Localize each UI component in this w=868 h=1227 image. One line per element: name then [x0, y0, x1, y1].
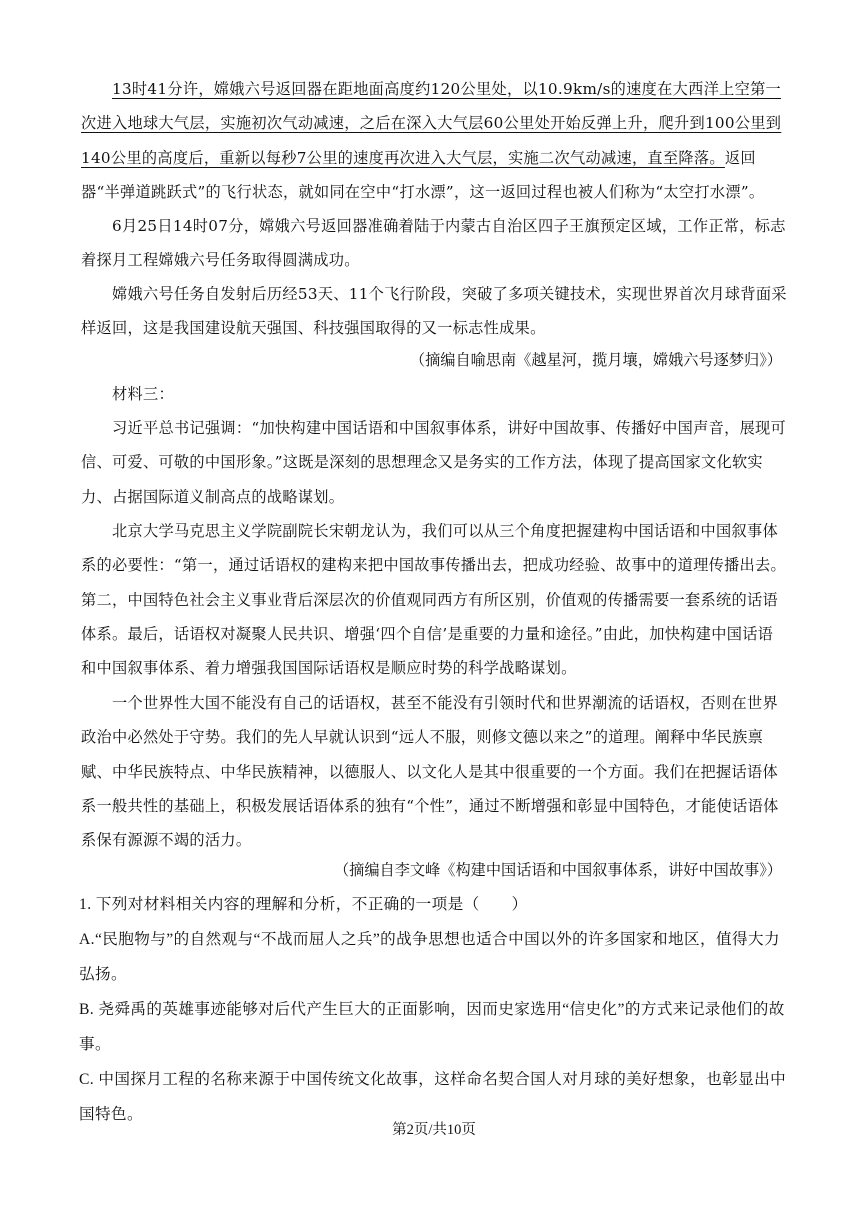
question-1-stem: 1. 下列对材料相关内容的理解和分析，不正确的一项是（ ）: [79, 896, 528, 913]
question-1-option-c: C. 中国探月工程的名称来源于中国传统文化故事，这样命名契合国人对月球的美好想象，也彰显出中国特色。: [79, 1071, 787, 1124]
material2-paragraph-2: 6月25日14时07分，嫦娥六号返回器准确着陆于内蒙古自治区四子王旗预定区域，工作正常，标志着探月工程嫦娥六号任务取得圆满成功。: [81, 217, 786, 270]
material3-paragraph-3: 一个世界性大国不能没有自己的话语权，甚至不能没有引领时代和世界潮流的话语权，否则在世界政治中必然处于守势。我们的先人早就认识到“远人不服，则修文德以来之”的道理。阐释中华民族禀赋、中华民族特点、中华民族精神，以德服人、以文化人是其中很重要的一个方面。我们在把握话语体系一般共性的基础上，积极发展话语体系的独有“个性”，通过不断增强和彰显中国特色，才能使话语体系保有源源不竭的活力。: [81, 694, 779, 850]
underlined-passage: 13时41分许，嫦娥六号返回器在距地面高度约120公里处，以10.9km/s的速度在大西洋上空第一次进入地球大气层，实施初次气动减速，之后在深入大气层60公里处开始反弹上升，爬升到100公里到140公里的高度后，重新以每秒7公里的速度再次进入大气层，实施二次气动减速，直至降落。: [81, 80, 782, 167]
material2-source: （摘编自喻思南《越星河，揽月壤，嫦娥六号逐梦归》）: [409, 351, 782, 369]
page-number: 第2页/共10页: [392, 1122, 476, 1138]
question-1-option-b: B. 尧舜禹的英雄事迹能够对后代产生巨大的正面影响，因而史家选用“信史化”的方式来记录他们的故事。: [79, 1001, 785, 1054]
question-1-option-a: A.“民胞物与”的自然观与“不战而屈人之兵”的战争思想也适合中国以外的许多国家和地区，值得大力弘扬。: [79, 931, 780, 984]
material3-paragraph-1: 习近平总书记强调：“加快构建中国话语和中国叙事体系，讲好中国故事、传播好中国声音，展现可信、可爱、可敬的中国形象。”这既是深刻的思想理念又是务实的工作方法，体现了提高国家文化软实力、占据国际道义制高点的战略谋划。: [81, 419, 787, 506]
material3-source: （摘编自李文峰《构建中国话语和中国叙事体系，讲好中国故事》）: [333, 861, 782, 879]
material3-heading: 材料三：: [112, 385, 174, 403]
passage-continuation: 返回器“半弹道跳跃式”的飞行状态，就如同在空中“打水漂”，这一返回过程也被人们称为“太空打水漂”。: [81, 148, 765, 201]
material2-paragraph-1: [81, 72, 787, 209]
material2-paragraph-3: 嫦娥六号任务自发射后历经53天、11个飞行阶段，突破了多项关键技术，实现世界首次月球背面采样返回，这是我国建设航天强国、科技强国取得的又一标志性成果。: [81, 285, 787, 338]
material3-paragraph-2: 北京大学马克思主义学院副院长宋朝龙认为，我们可以从三个角度把握建构中国话语和中国叙事体系的必要性：“第一，通过话语权的建构来把中国故事传播出去，把成功经验、故事中的道理传播出去。第二，中国特色社会主义事业背后深层次的价值观同西方有所区别，价值观的传播需要一套系统的话语体系。最后，话语权对凝聚人民共识、增强‘四个自信’是重要的力量和途径。”由此，加快构建中国话语和中国叙事体系、着力增强我国国际话语权是顺应时势的科学战略谋划。: [81, 522, 787, 678]
